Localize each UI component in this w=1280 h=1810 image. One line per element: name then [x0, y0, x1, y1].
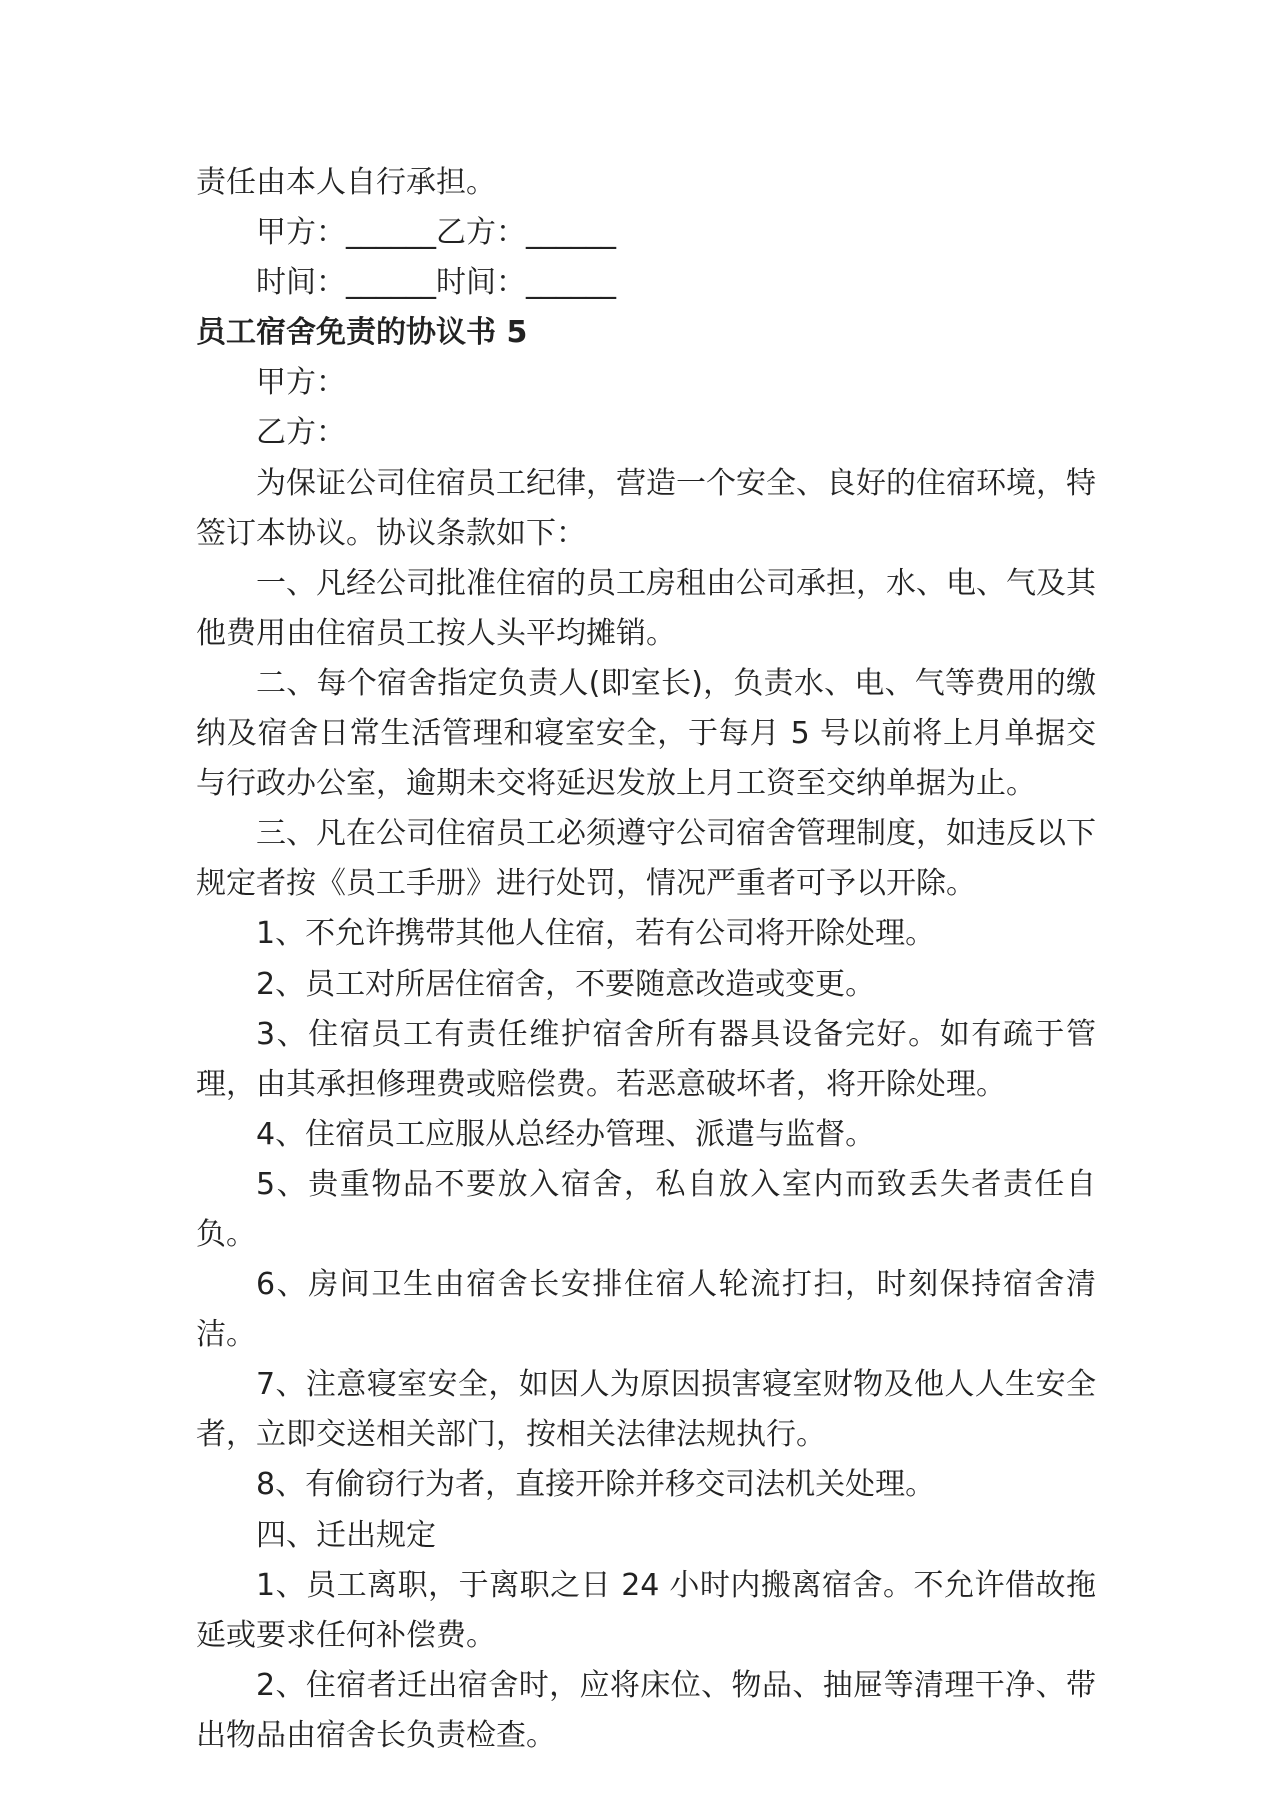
clause-1: 一、凡经公司批准住宿的员工房租由公司承担，水、电、气及其他费用由住宿员工按人头平均摊销。: [196, 565, 1096, 651]
rule-item: 4、住宿员工应服从总经办管理、派遣与监督。: [256, 1116, 876, 1152]
rule-item: 3、住宿员工有责任维护宿舍所有器具设备完好。如有疏于管理，由其承担修理费或赔偿费。若恶意破坏者，将开除处理。: [196, 1016, 1096, 1102]
clause-3: 三、凡在公司住宿员工必须遵守公司宿舍管理制度，如违反以下规定者按《员工手册》进行处罚，情况严重者可予以开除。: [196, 816, 1096, 902]
party-a-label: 甲方：: [256, 365, 346, 401]
document-page: [196, 158, 1096, 1761]
signature-party-line: 甲方：______乙方：______: [256, 215, 616, 251]
section-heading: 员工宿舍免责的协议书 5: [196, 315, 528, 351]
paragraph-continued: 责任由本人自行承担。: [196, 165, 496, 200]
rule-item: 8、有偷窃行为者，直接开除并移交司法机关处理。: [256, 1467, 936, 1503]
clause-4: 四、迁出规定: [256, 1517, 436, 1553]
clause-2: 二、每个宿舍指定负责人(即室长)，负责水、电、气等费用的缴纳及宿舍日常生活管理和寝室安全，于每月 5 号以前将上月单据交与行政办公室，逾期未交将延迟发放上月工资至交纳单据为止。: [196, 665, 1096, 802]
moveout-item: 2、住宿者迁出宿舍时，应将床位、物品、抽屉等清理干净、带出物品由宿舍长负责检查。: [196, 1667, 1096, 1753]
rule-item: 2、员工对所居住宿舍，不要随意改造或变更。: [256, 966, 876, 1002]
rule-item: 6、房间卫生由宿舍长安排住宿人轮流打扫，时刻保持宿舍清洁。: [196, 1267, 1096, 1353]
rule-item: 7、注意寝室安全，如因人为原因损害寝室财物及他人人生安全者，立即交送相关部门，按相关法律法规执行。: [196, 1367, 1096, 1453]
party-b-label: 乙方：: [256, 415, 346, 451]
paragraph-intro: 为保证公司住宿员工纪律，营造一个安全、良好的住宿环境，特签订本协议。协议条款如下：: [196, 465, 1096, 551]
signature-date-line: 时间：______时间：______: [256, 265, 616, 301]
moveout-item: 1、员工离职，于离职之日 24 小时内搬离宿舍。不允许借故拖延或要求任何补偿费。: [196, 1567, 1096, 1653]
rule-item: 1、不允许携带其他人住宿，若有公司将开除处理。: [256, 916, 936, 952]
rule-item: 5、贵重物品不要放入宿舍，私自放入室内而致丢失者责任自负。: [196, 1166, 1096, 1252]
